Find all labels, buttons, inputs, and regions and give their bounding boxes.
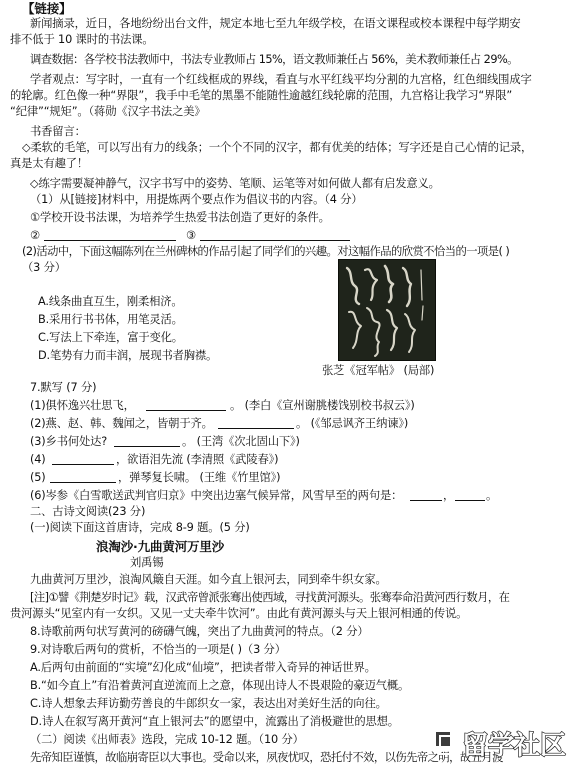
comment-line-3: ◇练字需要凝神静气，汉字书写中的姿势、笔顺、运笔等对如何做人都有启发意义。 [30,177,440,190]
survey-data-line: 调查数据：各学校书法教师中，书法专业教师占 15%，语文教师兼任占 56%，美术教师兼任占 29%。 [30,53,518,66]
option-c: C.写法上下牵连，富于变化。 [38,331,183,344]
question-9-option-c: C.诗人想象去拜访勤劳善良的牛郎织女一家，表达出对美好生活的向往。 [30,697,387,710]
section-2-heading: 二、古诗文阅读(23 分) [30,505,146,518]
poem-author: 刘禹锡 [130,556,164,569]
recite-6-blank-1[interactable] [410,500,442,501]
answer-blank-2[interactable] [44,240,176,241]
comment-line-2: 真是太有趣了！ [10,157,89,170]
reading-2-prompt: （二）阅读《出师表》选段，完成 10-12 题。（10 分） [30,733,304,746]
question-8: 8.诗歌前两句状写黄河的磅礴气魄，突出了九曲黄河的特点。（2 分） [30,625,369,638]
watermark-logo-mark [436,732,454,754]
comment-heading: 书香留言： [30,125,86,138]
question-2-score: （3 分） [22,261,66,274]
question-9: 9.对诗歌后两句的赏析，不恰当的一项是( )（3 分） [30,643,286,656]
watermark-text: 留学社区 [462,731,567,761]
question-1-prompt: （1）从[链接]材料中，用提炼两个要点作为倡议书的内容。（4 分） [30,193,363,206]
question-7-heading: 7.默写 (7 分) [30,381,97,394]
recite-5-source: ，弹琴复长啸。 (王维《竹里馆》) [118,471,281,484]
recite-2-text: (2)燕、赵、韩、魏闻之，皆朝于齐。 [30,417,213,430]
scholar-view-line-3: “纪律”“规矩”。（蒋勋《汉字书法之美》 [10,105,206,118]
question-1-point-1: ①学校开设书法课，为培养学生热爱书法创造了更好的条件。 [30,211,330,224]
recite-1-blank[interactable] [146,410,226,411]
question-1-point-3: ③ [186,229,196,242]
news-excerpt-line-1: 新闻摘录，近日，各地纷纷出台文件，规定本地七至九年级学校，在语文课程或校本课程中每学期安 [30,17,521,30]
reading-2-text-line-1: 先帝知臣谨慎，故临崩寄臣以大事也。受命以来，夙夜忧叹，恐托付不效，以伤先帝之明，故五月渡 [30,751,503,764]
calligraphy-caption: 张芝《冠军帖》 (局部) [322,364,435,377]
recite-2-blank[interactable] [218,428,294,429]
question-9-option-a: A.后两句由前面的“实境”幻化成“仙境”，把读者带入奇异的神话世界。 [30,661,376,674]
recite-6-text: (6)岑参《白雪歌送武判官归京》中突出边塞气候异常，风雪早至的两句是： [30,489,403,502]
comment-line-1: ◇柔软的毛笔，可以写出有力的线条；一个个不同的汉字，都有优美的结体；写字还是自己心情的记录， [22,141,533,154]
poem-text: 九曲黄河万里沙，浪淘风簸自天涯。如今直上银河去，同到牵牛织女家。 [30,573,387,586]
scholar-view-line-1: 学者观点：写字时，一直有一个红线框成的界线，看直与水平红线平均分割的九宫格，红色细线围成字 [30,73,532,86]
question-2-prompt: (2)活动中，下面这幅陈列在兰州碑林的作品引起了同学们的兴趣。对这幅作品的欣赏不恰当的一项是( ) [22,245,510,258]
poem-note-line-2: 贵河源头“见室内有一女织。又见一丈夫牵牛饮河”。由此有黄河源头与天上银河相通的传说。 [10,607,468,620]
option-a: A.线条曲直互生，刚柔相济。 [38,295,183,308]
recite-2-source: 。 (《邹忌讽齐王纳谏》) [296,417,409,430]
recite-3-source: 。 (王湾《次北固山下》) [182,435,300,448]
scholar-view-line-2: 的轮廓。红色像一种“界限”，我手中毛笔的黑墨不能随性逾越红线轮廓的范围，九宫格让我学习“界限” [10,89,513,102]
recite-5-text: (5) [30,471,46,484]
recite-1-source: 。 (李白《宣州谢朓楼饯别校书叔云》) [230,399,415,412]
recite-5-blank[interactable] [50,482,116,483]
question-1-point-2: ② [30,229,40,242]
option-b: B.采用行书书体，用笔灵活。 [38,313,183,326]
poem-note-line-1: [注]①譬《荆楚岁时记》载，汉武帝曾派张骞出使西域，寻找黄河源头。张骞奉命沿黄河西行数月，在 [30,591,510,604]
recite-4-source: ，欲语泪先流 (李清照《武陵春》) [116,453,279,466]
question-9-option-b: B.“如今直上”有沿着黄河直逆流而上之意，体现出诗人不畏艰险的豪迈气概。 [30,679,410,692]
poem-title: 浪淘沙·九曲黄河万里沙 [96,539,225,554]
recite-6-blank-2[interactable] [455,500,485,501]
calligraphy-image [338,259,436,361]
reading-1-prompt: (一)阅读下面这首唐诗，完成 8-9 题。(5 分) [30,521,250,534]
question-9-option-d: D.诗人在叙写离开黄河“直上银河去”的愿望中，流露出了消极避世的思想。 [30,715,399,728]
link-heading: 【链接】 [22,1,72,16]
recite-3-blank[interactable] [114,446,180,447]
recite-4-text: (4) [30,453,46,466]
option-d: D.笔势有力而丰润，展现书者胸襟。 [38,349,218,362]
recite-1-text: (1)俱怀逸兴壮思飞， [30,399,135,412]
news-excerpt-line-2: 排不低于 10 课时的书法课。 [10,33,154,46]
watermark-logo [428,724,578,764]
recite-4-blank[interactable] [52,464,114,465]
recite-6-period: 。 [486,489,498,502]
recite-6-comma: ， [443,489,455,502]
answer-blank-3[interactable] [200,240,350,241]
recite-3-text: (3)乡书何处达? [30,435,108,448]
